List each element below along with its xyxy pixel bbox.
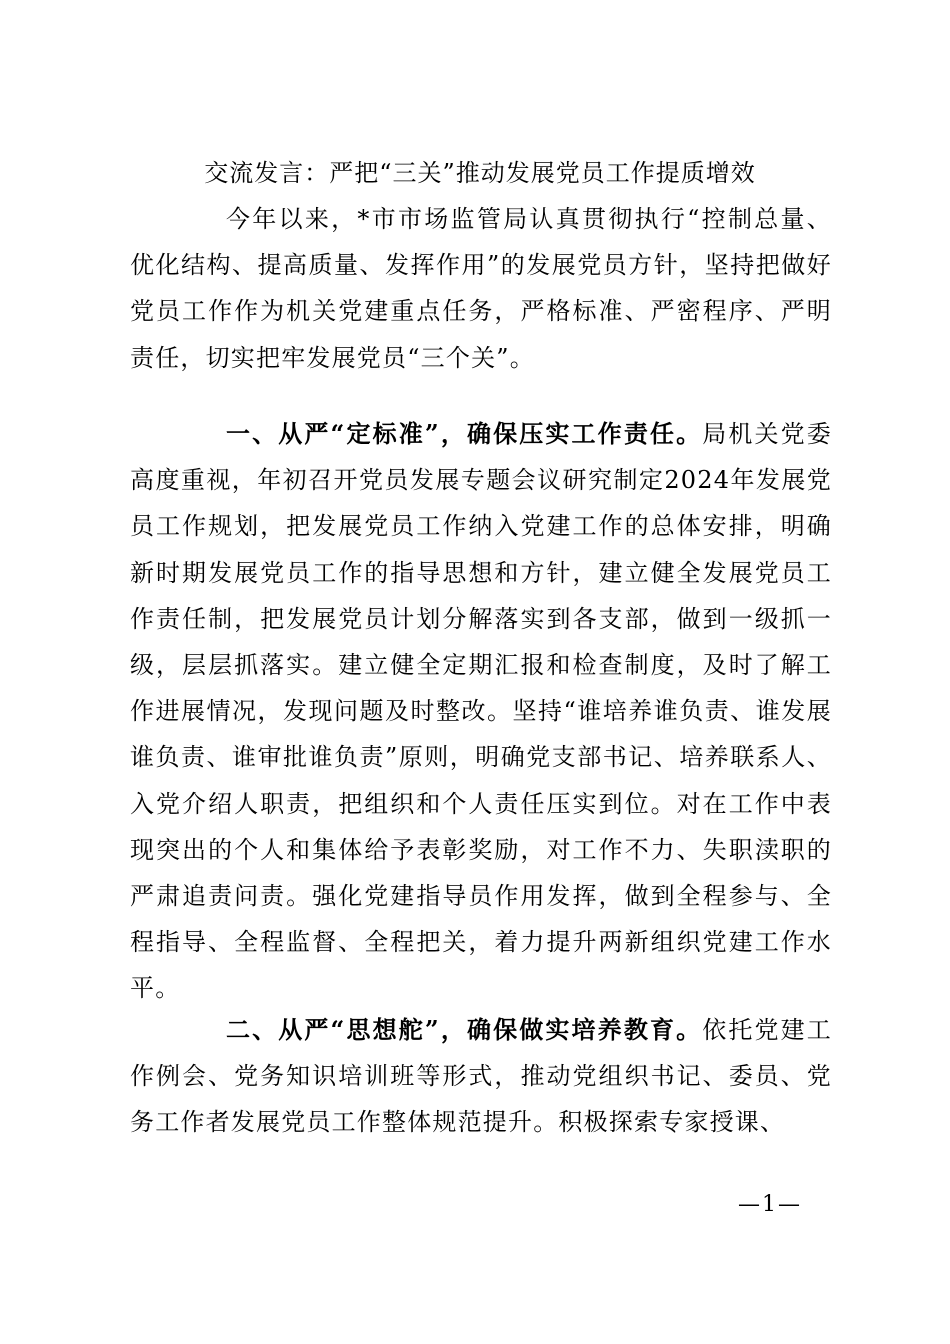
section-heading-2: 二、从严“思想舵”，确保做实培养教育。 bbox=[226, 1015, 703, 1044]
section-heading-1: 一、从严“定标准”，确保压实工作责任。 bbox=[226, 419, 703, 448]
section-paragraph-2 bbox=[130, 1007, 832, 1146]
document-title: 交流发言：严把“三关”推动发展党员工作提质增效 bbox=[204, 159, 756, 187]
section-paragraph-1 bbox=[130, 411, 832, 1012]
page-number: —1— bbox=[738, 1192, 802, 1217]
section-text-1: 局机关党委高度重视，年初召开党员发展专题会议研究制定2024年发展党员工作规划，把发展党员工作纳入党建工作的总体安排，明确新时期发展党员工作的指导思想和方针，建立健全发展党员工作责任制，把发展党员计划分解落实到各支部，做到一级抓一级，层层抓落实。建立健全定期汇报和检查制度，及时了解工作进展情况，发现问题及时整改。坚持“谁培养谁负责、谁发展谁负责、谁审批谁负责”原则，明确党支部书记、培养联系人、入党介绍人职责，把组织和个人责任压实到位。对在工作中表现突出的个人和集体给予表彰奖励，对工作不力、失职渎职的严肃追责问责。强化党建指导员作用发挥，做到全程参与、全程指导、全程监督、全程把关，着力提升两新组织党建工作水平。 bbox=[130, 420, 832, 1003]
intro-paragraph: 今年以来，*市市场监管局认真贯彻执行“控制总量、优化结构、提高质量、发挥作用”的发展党员方针，坚持把做好党员工作作为机关党建重点任务，严格标准、严密程序、严明责任，切实把牢发展党员“三个关”。 bbox=[130, 205, 832, 372]
section-text-2: 依托党建工作例会、党务知识培训班等形式，推动党组织书记、委员、党务工作者发展党员工作整体规范提升。积极探索专家授课、 bbox=[130, 1016, 832, 1137]
